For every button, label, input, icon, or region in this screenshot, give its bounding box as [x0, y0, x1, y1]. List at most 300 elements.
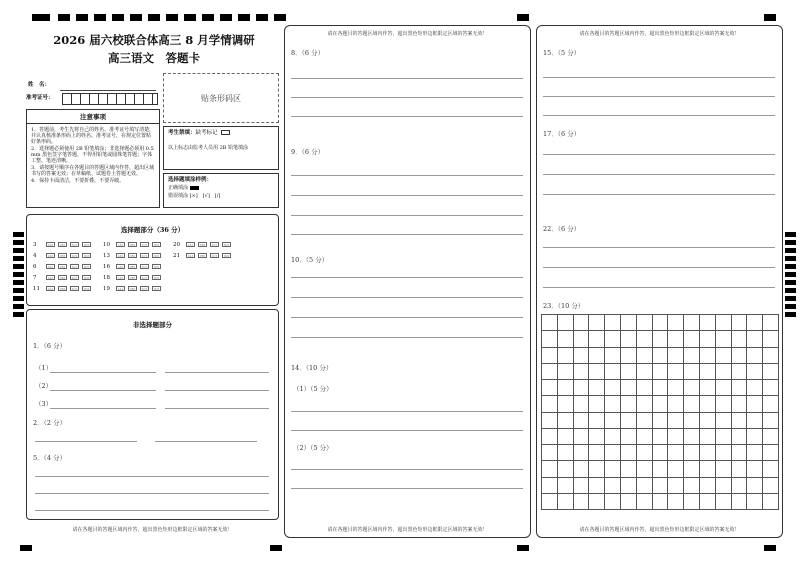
grid-cell[interactable]: [558, 315, 574, 331]
grid-cell[interactable]: [668, 396, 684, 412]
answer-line[interactable]: [291, 337, 523, 338]
grid-cell[interactable]: [732, 461, 748, 477]
grid-cell[interactable]: [589, 478, 605, 494]
grid-cell[interactable]: [558, 396, 574, 412]
answer-line[interactable]: [155, 441, 257, 442]
correct-fill-label: 正确填涂: [168, 185, 189, 191]
grid-cell[interactable]: [605, 348, 621, 364]
option-bubble-b[interactable]: [B]: [58, 264, 67, 269]
grid-cell[interactable]: [574, 429, 590, 445]
grid-cell[interactable]: [621, 348, 637, 364]
grid-cell[interactable]: [747, 429, 763, 445]
exam-title: 2026 届六校联合体高三 8 月学情调研: [53, 33, 255, 47]
answer-line[interactable]: [543, 154, 775, 155]
answer-line[interactable]: [291, 78, 523, 79]
timing-mark: [20, 545, 32, 551]
option-bubble-a[interactable]: [A]: [46, 242, 55, 247]
answer-line[interactable]: [543, 96, 775, 97]
grid-cell[interactable]: [589, 413, 605, 429]
option-bubble-b[interactable]: [B]: [128, 253, 137, 258]
grid-cell[interactable]: [589, 396, 605, 412]
answer-line[interactable]: [291, 411, 523, 412]
grid-cell[interactable]: [684, 315, 700, 331]
grid-cell[interactable]: [700, 478, 716, 494]
option-bubble-b[interactable]: [B]: [128, 275, 137, 280]
grid-cell[interactable]: [763, 331, 779, 347]
absent-mark-label: 缺考标记: [195, 130, 218, 136]
grid-cell[interactable]: [605, 380, 621, 396]
notice-item: 4．保持卡面清洁，不要折叠、不要弄破。: [31, 178, 125, 184]
grid-cell[interactable]: [605, 315, 621, 331]
grid-cell[interactable]: [747, 331, 763, 347]
option-bubble-c[interactable]: [C]: [140, 242, 149, 247]
grid-cell[interactable]: [605, 331, 621, 347]
grid-cell[interactable]: [668, 380, 684, 396]
grid-cell[interactable]: [605, 494, 621, 510]
grid-cell[interactable]: [716, 413, 732, 429]
grid-cell[interactable]: [747, 348, 763, 364]
grid-cell[interactable]: [700, 331, 716, 347]
name-field[interactable]: [60, 90, 156, 91]
option-bubble-d[interactable]: [D]: [82, 264, 91, 269]
option-bubble-d[interactable]: [D]: [152, 242, 161, 247]
grid-cell[interactable]: [716, 396, 732, 412]
grid-cell[interactable]: [605, 478, 621, 494]
grid-cell[interactable]: [763, 396, 779, 412]
grid-cell[interactable]: [700, 429, 716, 445]
question-number: 11: [33, 285, 40, 292]
option-bubble-c[interactable]: [C]: [70, 286, 79, 291]
grid-cell[interactable]: [574, 461, 590, 477]
option-bubble-a[interactable]: [A]: [116, 275, 125, 280]
option-bubble-a[interactable]: [A]: [116, 286, 125, 291]
grid-cell[interactable]: [653, 380, 669, 396]
option-bubble-a[interactable]: [A]: [46, 275, 55, 280]
grid-cell[interactable]: [763, 315, 779, 331]
option-bubble-d[interactable]: [D]: [82, 253, 91, 258]
answer-line[interactable]: [543, 267, 775, 268]
grid-cell[interactable]: [621, 315, 637, 331]
grid-cell[interactable]: [605, 364, 621, 380]
grid-cell[interactable]: [574, 494, 590, 510]
grid-cell[interactable]: [558, 445, 574, 461]
absent-checkbox[interactable]: [221, 130, 230, 135]
grid-cell[interactable]: [747, 396, 763, 412]
grid-cell[interactable]: [653, 315, 669, 331]
grid-cell[interactable]: [668, 494, 684, 510]
q8-label: 8．（6 分）: [291, 49, 325, 57]
option-bubble-a[interactable]: [A]: [116, 242, 125, 247]
timing-mark: [785, 232, 796, 318]
grid-cell[interactable]: [653, 396, 669, 412]
grid-cell[interactable]: [605, 396, 621, 412]
question-number: 19: [103, 285, 110, 292]
grid-cell[interactable]: [763, 348, 779, 364]
option-bubble-c[interactable]: [C]: [210, 242, 219, 247]
grid-cell[interactable]: [653, 364, 669, 380]
grid-cell[interactable]: [747, 315, 763, 331]
name-label: 姓 名：: [28, 82, 51, 88]
grid-cell[interactable]: [747, 364, 763, 380]
grid-cell[interactable]: [747, 380, 763, 396]
grid-cell[interactable]: [700, 364, 716, 380]
option-bubble-c[interactable]: [C]: [210, 253, 219, 258]
grid-cell[interactable]: [732, 396, 748, 412]
grid-cell[interactable]: [637, 445, 653, 461]
grid-cell[interactable]: [684, 445, 700, 461]
grid-cell[interactable]: [716, 315, 732, 331]
grid-cell[interactable]: [732, 315, 748, 331]
answer-panel-right: [536, 25, 783, 538]
option-bubble-a[interactable]: [A]: [186, 253, 195, 258]
grid-cell[interactable]: [589, 380, 605, 396]
option-bubble-a[interactable]: [A]: [116, 253, 125, 258]
answer-line[interactable]: [50, 390, 156, 391]
grid-cell[interactable]: [716, 445, 732, 461]
grid-cell[interactable]: [668, 364, 684, 380]
answer-line[interactable]: [291, 297, 523, 298]
grid-cell[interactable]: [621, 331, 637, 347]
answer-line[interactable]: [543, 194, 775, 195]
grid-cell[interactable]: [589, 461, 605, 477]
grid-cell[interactable]: [684, 461, 700, 477]
id-boxes[interactable]: [62, 93, 158, 105]
grid-cell[interactable]: [637, 461, 653, 477]
grid-cell[interactable]: [668, 445, 684, 461]
grid-cell[interactable]: [700, 461, 716, 477]
grid-cell[interactable]: [574, 413, 590, 429]
answer-line[interactable]: [50, 372, 156, 373]
answer-line[interactable]: [165, 408, 269, 409]
grid-cell[interactable]: [716, 364, 732, 380]
grid-cell[interactable]: [558, 348, 574, 364]
grid-cell[interactable]: [747, 445, 763, 461]
option-bubble-c[interactable]: [C]: [140, 275, 149, 280]
choice-row: [33, 250, 273, 261]
grid-cell[interactable]: [716, 380, 732, 396]
option-bubble-b[interactable]: [B]: [128, 242, 137, 247]
grid-cell[interactable]: [558, 429, 574, 445]
option-bubble-d[interactable]: [D]: [152, 253, 161, 258]
grid-cell[interactable]: [542, 364, 558, 380]
grid-cell[interactable]: [542, 380, 558, 396]
grid-cell[interactable]: [574, 396, 590, 412]
grid-cell[interactable]: [700, 396, 716, 412]
grid-cell[interactable]: [637, 478, 653, 494]
answer-line[interactable]: [543, 247, 775, 248]
grid-cell[interactable]: [605, 461, 621, 477]
grid-cell[interactable]: [589, 331, 605, 347]
grid-cell[interactable]: [700, 413, 716, 429]
answer-line[interactable]: [543, 174, 775, 175]
question-number: 21: [173, 252, 180, 259]
grid-cell[interactable]: [700, 348, 716, 364]
grid-cell[interactable]: [716, 478, 732, 494]
question-number: 18: [103, 274, 110, 281]
grid-cell[interactable]: [732, 331, 748, 347]
q9-label: 9．（6 分）: [291, 148, 325, 156]
option-bubble-d[interactable]: [D]: [82, 286, 91, 291]
grid-cell[interactable]: [621, 413, 637, 429]
grid-cell[interactable]: [716, 461, 732, 477]
grid-cell[interactable]: [589, 445, 605, 461]
grid-cell[interactable]: [684, 380, 700, 396]
option-bubble-b[interactable]: [B]: [58, 275, 67, 280]
grid-cell[interactable]: [668, 478, 684, 494]
option-bubble-b[interactable]: [B]: [58, 286, 67, 291]
grid-cell[interactable]: [605, 413, 621, 429]
grid-cell[interactable]: [732, 380, 748, 396]
grid-cell[interactable]: [716, 494, 732, 510]
answer-line[interactable]: [50, 408, 156, 409]
option-bubble-d[interactable]: [D]: [222, 242, 231, 247]
grid-cell[interactable]: [747, 478, 763, 494]
option-bubble-a[interactable]: [A]: [46, 286, 55, 291]
grid-cell[interactable]: [621, 380, 637, 396]
grid-cell[interactable]: [668, 331, 684, 347]
grid-cell[interactable]: [574, 380, 590, 396]
grid-cell[interactable]: [621, 478, 637, 494]
option-bubble-d[interactable]: [D]: [82, 242, 91, 247]
option-bubble-c[interactable]: [C]: [70, 242, 79, 247]
option-bubble-b[interactable]: [B]: [58, 253, 67, 258]
grid-cell[interactable]: [732, 429, 748, 445]
grid-cell[interactable]: [574, 364, 590, 380]
grid-cell[interactable]: [621, 364, 637, 380]
absent-label: 考生禁填：: [168, 130, 196, 136]
grid-cell[interactable]: [589, 315, 605, 331]
grid-cell[interactable]: [747, 494, 763, 510]
grid-cell[interactable]: [653, 348, 669, 364]
grid-cell[interactable]: [668, 461, 684, 477]
question-number: 4: [33, 252, 37, 259]
grid-cell[interactable]: [700, 494, 716, 510]
option-bubble-c[interactable]: [C]: [70, 275, 79, 280]
option-bubble-c[interactable]: [C]: [140, 264, 149, 269]
answer-line[interactable]: [291, 175, 523, 176]
grid-cell[interactable]: [542, 445, 558, 461]
grid-cell[interactable]: [542, 429, 558, 445]
grid-cell[interactable]: [684, 494, 700, 510]
grid-cell[interactable]: [716, 331, 732, 347]
option-bubble-a[interactable]: [A]: [46, 264, 55, 269]
grid-cell[interactable]: [763, 364, 779, 380]
grid-cell[interactable]: [732, 494, 748, 510]
grid-cell[interactable]: [653, 429, 669, 445]
grid-cell[interactable]: [637, 380, 653, 396]
option-bubble-c[interactable]: [C]: [140, 286, 149, 291]
answer-line[interactable]: [165, 372, 269, 373]
grid-cell[interactable]: [700, 315, 716, 331]
grid-cell[interactable]: [542, 331, 558, 347]
grid-cell[interactable]: [574, 315, 590, 331]
grid-cell[interactable]: [653, 413, 669, 429]
option-bubble-d[interactable]: [D]: [152, 264, 161, 269]
grid-cell[interactable]: [637, 348, 653, 364]
grid-cell[interactable]: [653, 445, 669, 461]
answer-line[interactable]: [543, 115, 775, 116]
grid-cell[interactable]: [558, 494, 574, 510]
grid-cell[interactable]: [763, 494, 779, 510]
option-bubble-b[interactable]: [B]: [128, 264, 137, 269]
grid-cell[interactable]: [763, 478, 779, 494]
grid-cell[interactable]: [542, 413, 558, 429]
answer-line[interactable]: [35, 476, 269, 477]
answer-line[interactable]: [291, 488, 523, 489]
fill-example-heading: 选择题填涂样例：: [168, 177, 213, 183]
grid-cell[interactable]: [684, 364, 700, 380]
option-bubble-b[interactable]: [B]: [58, 242, 67, 247]
answer-line[interactable]: [35, 441, 137, 442]
grid-cell[interactable]: [589, 348, 605, 364]
grid-cell[interactable]: [621, 461, 637, 477]
option-bubble-d[interactable]: [D]: [152, 286, 161, 291]
grid-cell[interactable]: [637, 331, 653, 347]
q14-2-label: （2）（5 分）: [293, 444, 333, 452]
option-bubble-a[interactable]: [A]: [46, 253, 55, 258]
grid-cell[interactable]: [558, 331, 574, 347]
grid-cell[interactable]: [684, 396, 700, 412]
essay-grid[interactable]: [541, 314, 779, 510]
grid-cell[interactable]: [574, 445, 590, 461]
grid-cell[interactable]: [668, 348, 684, 364]
grid-cell[interactable]: [732, 348, 748, 364]
grid-cell[interactable]: [716, 348, 732, 364]
grid-cell[interactable]: [637, 364, 653, 380]
grid-cell[interactable]: [684, 331, 700, 347]
grid-cell[interactable]: [747, 461, 763, 477]
grid-cell[interactable]: [668, 429, 684, 445]
grid-cell[interactable]: [558, 478, 574, 494]
grid-cell[interactable]: [732, 445, 748, 461]
grid-cell[interactable]: [763, 413, 779, 429]
q22-label: 22．（6 分）: [543, 225, 581, 233]
option-bubble-d[interactable]: [D]: [222, 253, 231, 258]
notice-box: [26, 109, 160, 208]
grid-cell[interactable]: [637, 494, 653, 510]
option-bubble-c[interactable]: [C]: [70, 264, 79, 269]
grid-cell[interactable]: [574, 478, 590, 494]
answer-line[interactable]: [291, 215, 523, 216]
option-bubble-a[interactable]: [A]: [116, 264, 125, 269]
grid-cell[interactable]: [558, 413, 574, 429]
grid-cell[interactable]: [763, 445, 779, 461]
grid-cell[interactable]: [589, 429, 605, 445]
answer-line[interactable]: [165, 390, 269, 391]
grid-cell[interactable]: [700, 380, 716, 396]
grid-cell[interactable]: [605, 429, 621, 445]
grid-cell[interactable]: [732, 364, 748, 380]
grid-cell[interactable]: [763, 380, 779, 396]
grid-cell[interactable]: [637, 315, 653, 331]
grid-cell[interactable]: [637, 429, 653, 445]
region-warning: 请在各题目的答题区域内作答，超出黑色矩形边框限定区域的答案无效！: [327, 527, 488, 533]
grid-cell[interactable]: [637, 396, 653, 412]
grid-cell[interactable]: [684, 348, 700, 364]
grid-cell[interactable]: [653, 494, 669, 510]
grid-cell[interactable]: [668, 413, 684, 429]
grid-cell[interactable]: [716, 429, 732, 445]
q15-label: 15．（5 分）: [543, 49, 581, 57]
grid-cell[interactable]: [558, 364, 574, 380]
grid-cell[interactable]: [668, 315, 684, 331]
answer-line[interactable]: [543, 287, 775, 288]
grid-cell[interactable]: [763, 429, 779, 445]
grid-cell[interactable]: [621, 396, 637, 412]
answer-line[interactable]: [291, 195, 523, 196]
choice-section: [26, 214, 279, 306]
grid-cell[interactable]: [558, 380, 574, 396]
question-number: 6: [33, 263, 37, 270]
answer-line[interactable]: [291, 277, 523, 278]
grid-cell[interactable]: [747, 413, 763, 429]
grid-cell[interactable]: [542, 461, 558, 477]
answer-line[interactable]: [291, 116, 523, 117]
grid-cell[interactable]: [542, 396, 558, 412]
grid-cell[interactable]: [589, 364, 605, 380]
grid-cell[interactable]: [574, 331, 590, 347]
grid-cell[interactable]: [637, 413, 653, 429]
grid-cell[interactable]: [542, 348, 558, 364]
grid-cell[interactable]: [621, 494, 637, 510]
answer-line[interactable]: [291, 317, 523, 318]
option-bubble-a[interactable]: [A]: [186, 242, 195, 247]
option-bubble-b[interactable]: [B]: [198, 242, 207, 247]
grid-cell[interactable]: [732, 413, 748, 429]
grid-cell[interactable]: [542, 478, 558, 494]
grid-cell[interactable]: [621, 429, 637, 445]
option-bubble-b[interactable]: [B]: [198, 253, 207, 258]
option-bubble-d[interactable]: [D]: [152, 275, 161, 280]
grid-cell[interactable]: [653, 461, 669, 477]
grid-cell[interactable]: [684, 478, 700, 494]
grid-cell[interactable]: [558, 461, 574, 477]
q23-label: 23．（10 分）: [543, 302, 585, 310]
grid-cell[interactable]: [621, 445, 637, 461]
answer-line[interactable]: [35, 493, 269, 494]
grid-cell[interactable]: [763, 461, 779, 477]
option-bubble-c[interactable]: [C]: [140, 253, 149, 258]
answer-line[interactable]: [291, 234, 523, 235]
grid-cell[interactable]: [589, 494, 605, 510]
answer-line[interactable]: [291, 430, 523, 431]
grid-cell[interactable]: [605, 445, 621, 461]
grid-cell[interactable]: [542, 315, 558, 331]
answer-line[interactable]: [35, 510, 269, 511]
question-number: 13: [103, 252, 110, 259]
grid-cell[interactable]: [653, 478, 669, 494]
choice-row: [33, 272, 273, 283]
answer-line[interactable]: [291, 469, 523, 470]
region-warning: 请在各题目的答题区域内作答，超出黑色矩形边框限定区域的答案无效！: [327, 31, 488, 37]
answer-line[interactable]: [291, 97, 523, 98]
grid-cell[interactable]: [732, 478, 748, 494]
grid-cell[interactable]: [542, 494, 558, 510]
answer-line[interactable]: [543, 77, 775, 78]
grid-cell[interactable]: [684, 413, 700, 429]
q14-label: 14．（10 分）: [291, 364, 333, 372]
grid-cell[interactable]: [653, 331, 669, 347]
option-bubble-d[interactable]: [D]: [82, 275, 91, 280]
option-bubble-c[interactable]: [C]: [70, 253, 79, 258]
question-number: 16: [103, 263, 110, 270]
option-bubble-b[interactable]: [B]: [128, 286, 137, 291]
grid-cell[interactable]: [574, 348, 590, 364]
grid-cell[interactable]: [684, 429, 700, 445]
q14-1-label: （1）（5 分）: [293, 385, 333, 393]
notice-heading: 注意事项: [27, 110, 159, 124]
grid-cell[interactable]: [700, 445, 716, 461]
